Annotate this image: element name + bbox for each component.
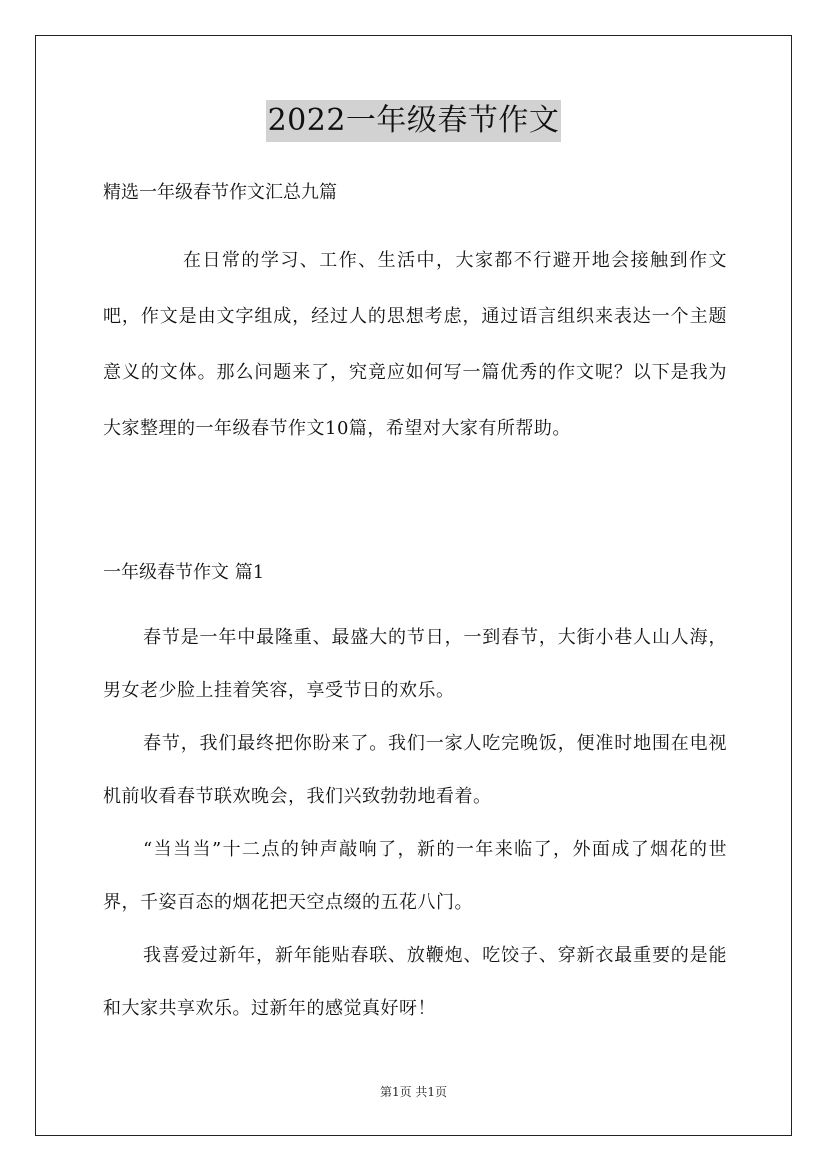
document-title: 2022一年级春节作文: [266, 100, 562, 142]
essay-paragraph: 春节，我们最终把你盼来了。我们一家人吃完晚饭，便准时地围在电视机前收看春节联欢晚会，我们兴致勃勃地看着。: [103, 733, 727, 807]
essay-paragraph: 春节是一年中最隆重、最盛大的节日，一到春节，大街小巷人山人海，男女老少脸上挂着笑容，享受节日的欢乐。: [103, 627, 727, 701]
section-heading: 一年级春节作文 篇1: [103, 562, 265, 583]
page-footer: 第1页 共1页: [379, 1085, 448, 1099]
intro-paragraph: 在日常的学习、工作、生活中，大家都不行避开地会接触到作文吧，作文是由文字组成，经过人的思想考虑，通过语言组织来表达一个主题意义的文体。那么问题来了，究竟应如何写一篇优秀的作文呢？以下是我为大家整理的一年级春节作文10篇，希望对大家有所帮助。: [103, 250, 727, 439]
title-container: [0, 100, 827, 142]
essay-paragraph: “当当当”十二点的钟声敲响了，新的一年来临了，外面成了烟花的世界，千姿百态的烟花把天空点缀的五花八门。: [103, 839, 727, 913]
document-subtitle: 精选一年级春节作文汇总九篇: [103, 182, 337, 203]
essay-paragraph: 我喜爱过新年，新年能贴春联、放鞭炮、吃饺子、穿新衣最重要的是能和大家共享欢乐。过新年的感觉真好呀！: [103, 945, 727, 1019]
